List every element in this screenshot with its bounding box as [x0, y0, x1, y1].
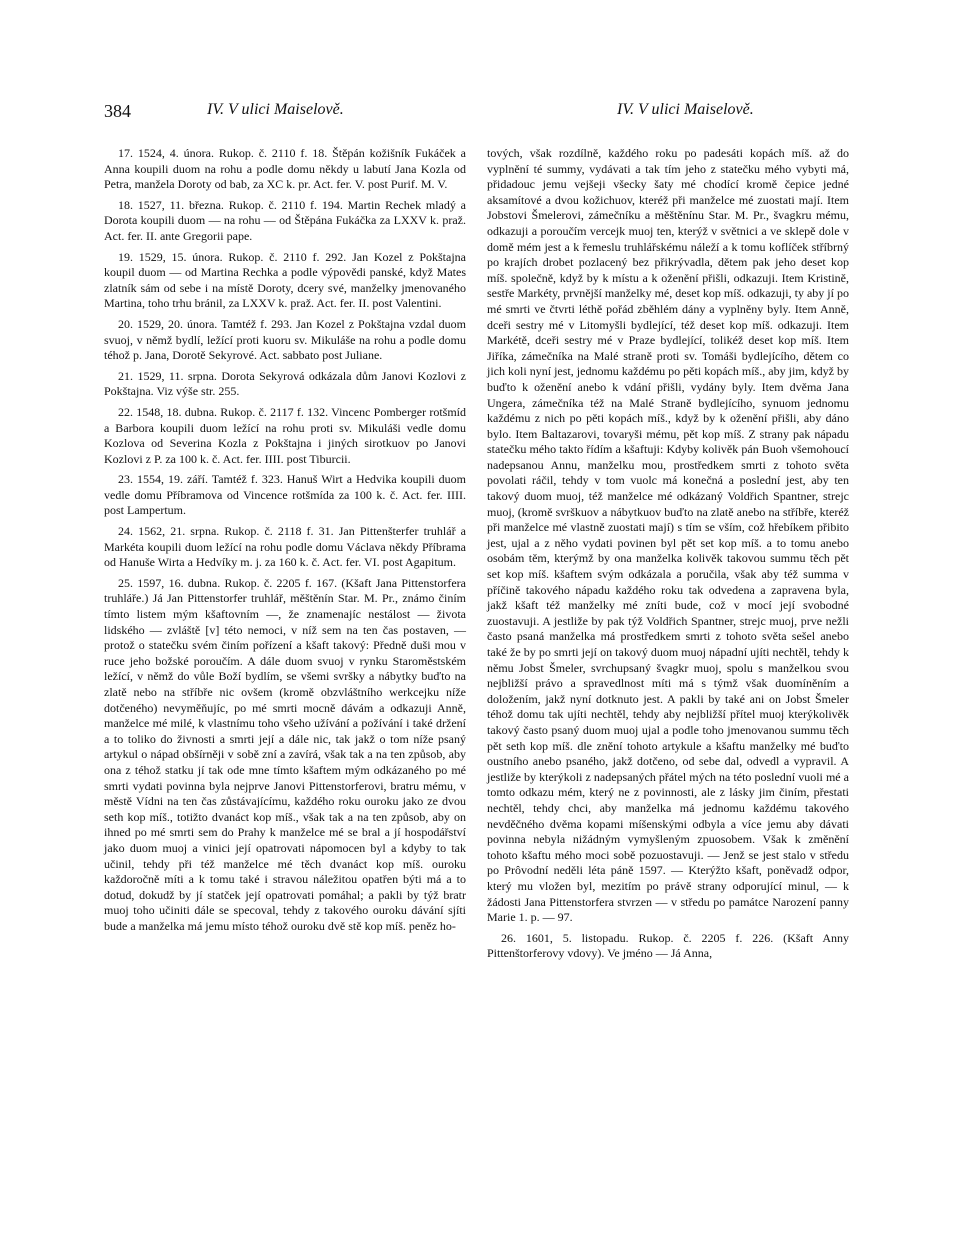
entry-21: 21. 1529, 11. srpna. Dorota Sekyrová odkázala dům Janovi Kozlovi z Pokštajna. Viz výše str. 255. [104, 368, 466, 399]
entry-20: 20. 1529, 20. února. Tamtéž f. 293. Jan Kozel z Pokštajna vzdal duom svuoj, v němž bydlí, ležící proti kuoru sv. Mikuláše na rohu a podle domu téhož p. Jana, Dorotě Sekyrové. Act. sabbato post Juliane. [104, 316, 466, 363]
entry-25-continued: tových, však rozdílně, každého roku po padesáti kopách míš. až do vyplnění té summy, vydávati a tak tím jeho z statečku mého vybyti má, přidadouc jemu vejšeji všecky šaty mé chodící kromě čepice jedné aksamítové a dvou kožichuov, kteréž při manželce mé zuostati mají. Item Jobstovi Šmelerovi, zámečníku a měštěnínu Star. M. Pr., švagkru mému, odkazuji a poroučím vercejk muoj ten, kterýž v světnici a ve sklepě dole v domě mém jest a k řemeslu truhlářskému náleží a k tomu koflíček stříbrný po krajích drobet pozlacený bez přikrývadla, dětem pak jeho deset kop míš. společně, když by k místu a k oženění přišli, odkazuji. Item Kristině, sestře Markéty, prvnější manželky mé, deset kop míš. odkazuji, ty aby jí po mé smrti ve čtvrti léthě pořád zběhlém dány a vyplněny byly. Item Anně, dceři sestry mé v Litomyšli bydlející, též deset kop míš. odkazuji. Item Markétě, dceři sestry mé v Praze bydlející, tolikéž deset kop míš. Item Jiříka, zámečníka na Malé straně proti sv. Tomáši bydlejícího, dětem co jich koli nyní jest, jednomu každému po pěti kopách míš., aby jim, když by buďto k oženění anebo k vdání přišli, vydány byly. Item dvěma Jana Ungera, zámečníka též na Malé Straně bydlejícího, synuom jednomu každému z nich po pěti kopách míš., když by k oženění přišli, aby dáno bylo. Item Baltazarovi, tovaryši mému, pět kop míš. Z strany pak nápadu statečku mého takto řídím a kšaftuji: Kdyby kolivěk pán Buoh všemohoucí nadepsanou Annu, manželku mou, prostředkem smrti z tohoto světa povolati ráčil, tehdy v tom vuolc má konečná a poslední jest, aby ten takový duom muoj, též manželce mé odkázaný Voldřich Spantner, strejc muoj, (kromě svrškuov a nábytkuov buďto na zlatě anebo na stříbře, kteréž při manželce mé vlastně zuostati mají) s tím se vším, což hřebíkem přibito jest, ujal a z něho vydati povinen byl pět set kop míš. a to tomu anebo osobám těm, kterýmž by ona manželka kolivěk takovou summu těch pět set kop míš. kšaftem svým odkázala a poručila, však aby též summa v příčině takového nápadu každého roku tak odvedena a zapravena byla, jakž kšaft též manželky mé zníti bude, což v mocí její svobodné zuostavuji. A jestliže by pak týž Voldřich Spantner, strejc muoj, prve nežli často psaná manželka má prostředkem smrti z tohoto světa sešel anebo také že by po smrti její on takový duom muoj nápadní ujíti nechtěl, tehdy k němu Jobst Šmeler, svrchupsaný švagkr muoj, spolu s manželkou svou nejbližší právo a spravedlnost míti má s týmž však duomíněním a doložením, jakž nyní dotknuto jest. A pakli by také ani on Jobst Šmeler téhož domu tak ujíti nechtěl, tehdy aby nejbližší přítel muoj kterýkolivěk takový často psaný duom muoj ujal a podle toho jmenovanou summu těch pět seth kop míš. dle znění tohoto artykule a kšaftu manželky mé buďto oustního anebo psaného, jakž dotčeno, od sebe dal, odvedl a vypravil. A jestliže by kterýkoli z nadepsaných přátel mých na této poslední vuoli mé a tomto odkazu mém, který ne z povinnosti, ale z lásky jim činím, přestati nechtěl, tehdy chci, aby manželka má jednomu každému takového nevděčného dvěma kopami míšenskými odbyla a více jemu aby dávati povinna nebyla nižádným vymyšleným zpuosobem. Však k změnění tohoto kšaftu mého moci sobě pozuostavuji. — Jenž se jest stalo v středu po Prôvodní neděli léta páně 1597. — Kterýžto kšaft, poněvadž odpor, který mu vložen byl, mezitím po právě strany odporující minul, — k žádosti Jana Pittenstorfera stvrzen — v středu po památce Narození panny Marie 1. p. — 97. [487, 146, 849, 925]
entry-24: 24. 1562, 21. srpna. Rukop. č. 2118 f. 31. Jan Pittenšterfer truhlář a Markéta koupili duom ležící na rohu podle domu Václava někdy Příbrama od Hanuše Wirta a Hedvíky m. j. za 160 k. č. Act. fer. VI. post Agapitum. [104, 524, 466, 570]
running-head-left: IV. V ulici Maiselově. [207, 101, 344, 118]
page-number: 384 [104, 101, 131, 121]
entry-25: 25. 1597, 16. dubna. Rukop. č. 2205 f. 167. (Kšaft Jana Pittenstorfera truhláře.) Já Jan Pittenstorfer truhlář, měštěnín Star. M. Pr., známo činím tímto listem mým kšaftovním —, že znamenajíc nestálost — života lidského — zvláště [v] této nemoci, v níž sem na ten čas postaven, — protož o statečku svém činím pořízení a kšaft takový: Předně duši mou v ruce jeho božské poroučím. A dále duom svuoj v rynku Staroměstském ležící, v němž do vůle Boží bydlím, se všemi svršky a nábytky buďto na zlatě nebo na stříbře nic ovšem (kromě obzvláštního werkcejku níže dotčeného) nevyměňujíc, po mé smrti mocně dávám a odkazuji Anně, manželce mé milé, k vlastnímu toho všeho užívání a požívání i také držení a to tolikо do živnosti a smrti její a dále nic, tak jakž o tom níže psaný artykul o nápad obšírněji v sobě zní a zavírá, však tak a na ten způsob, aby ona z téhož statku jí tak ode mne tímto kšaftem mým odkázaného po mé smrti vydati povinna byla nejprve Janovi Pittenstorferovi, bratru mému, v městě Vídni na ten čas zůstávajícímu, každého roku ouroku jako ze dvou seth kop míš., totižto dvanáct kop míš., však tak a na ten způsob, aby on ihned po mé smrti sem do Prahy k manželce mé se bral a jí hospodářství jako duom muoj a vinici její opatrovati nápomocen byl a kdyby to tak učinil, tehdy při též manželce mé těch dvanáct kop míš. ouroku každoročně míti a k tomu také i stravou náležitou opatřen býti má a to dotud, dokudž by jí statček její opatrovati pomáhal; a pakli by týž bratr muoj toho učiniti dále se specoval, tehdy z takového ouroku dávání sjíti bude a manželka má jemu místo téhož ouroku dvě stě kop míš. peněz ho- [104, 575, 466, 933]
entry-18: 18. 1527, 11. března. Rukop. č. 2110 f. 194. Martin Rechek mladý a Dorota koupili duom — na rohu — od Štěpána Fukáčka za LXXV k. praž. Act. fer. II. ante Gregorii pape. [104, 197, 466, 243]
entry-17: 17. 1524, 4. února. Rukop. č. 2110 f. 18. Štěpán kožišník Fukáček a Anna koupili duom na rohu a podle domu někdy u labutí Jana Kozla od Petra, manžela Doroty od bab, za XC k. pr. Act. fer. V. post Purif. M. V. [104, 146, 466, 192]
right-column [487, 146, 849, 967]
entry-22: 22. 1548, 18. dubna. Rukop. č. 2117 f. 132. Vincenc Pomberger rotšmíd a Barbora koupili duom ležící na rohu proti sv. Mikuláši vedle domu Kozlova od Severina Kozla z Pokštajna i jiných sirotkuov po Janovi Kozlovi z P. za 100 k. č. Act. fer. IIII. post Tiburcii. [104, 404, 466, 466]
entry-26: 26. 1601, 5. listopadu. Rukop. č. 2205 f. 226. (Kšaft Anny Pittenštorferovy vdovy). Ve jméno — Já Anna, [487, 930, 849, 961]
entry-23: 23. 1554, 19. září. Tamtéž f. 323. Hanuš Wirt a Hedvika koupili duom vedle domu Příbramova od Vincence rotšmída za 100 k. č. Act. fer. IIII. post Lampertum. [104, 472, 466, 518]
entry-19: 19. 1529, 15. února. Rukop. č. 2110 f. 292. Jan Kozel z Pokštajna koupil duom — od Martina Rechka a podle výpovědi panské, když Mates zlatník sám od sebe i na místě Doroty, dcery své, manželky jmenovaného Martina, toho trhu bránil, za LXXV k. praž. Act. fer. II. post Valentini. [104, 249, 466, 311]
running-head-right: IV. V ulici Maiselově. [617, 101, 754, 118]
left-column [104, 146, 466, 940]
